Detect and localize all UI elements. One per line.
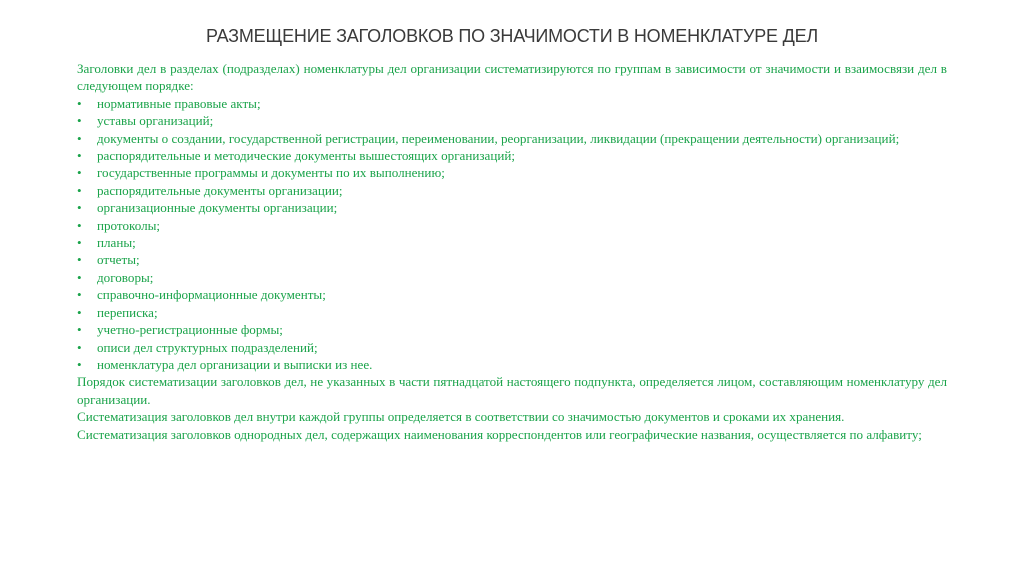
list-item-text: распорядительные документы организации; [97, 182, 343, 198]
list-item-text: документы о создании, государственной регистрации, переименовании, реорганизации, ликвидации (прекращении деятельности) организаций; [97, 130, 900, 146]
bullet-icon: • [77, 148, 82, 164]
bullet-icon: • [77, 165, 82, 181]
bullet-icon: • [77, 113, 82, 129]
list-item [77, 234, 947, 251]
list-item-text: организационные документы организации; [97, 200, 338, 216]
list-item-text: переписка; [97, 304, 158, 320]
slide-content [77, 60, 947, 443]
list-item-text: протоколы; [97, 217, 161, 233]
body-paragraph: Систематизация заголовков однородных дел, содержащих наименования корреспондентов или географические названия, осуществляется по алфавиту; [77, 426, 922, 442]
list-item-text: уставы организаций; [97, 113, 214, 129]
list-item-text: нормативные правовые акты; [97, 95, 261, 111]
list-item-text: договоры; [97, 269, 154, 285]
list-item [77, 269, 947, 286]
list-item [77, 147, 947, 164]
bullet-icon: • [77, 95, 82, 111]
list-item-text: отчеты; [97, 252, 140, 268]
list-item [77, 217, 947, 234]
bullet-icon: • [77, 339, 82, 355]
intro-paragraph: Заголовки дел в разделах (подразделах) номенклатуры дел организации систематизируются по группам в зависимости от значимости и взаимосвязи дел в следующем порядке: [77, 61, 947, 94]
bullet-icon: • [77, 252, 82, 268]
list-item [77, 95, 947, 112]
bullet-list [77, 95, 947, 374]
bullet-icon: • [77, 322, 82, 338]
list-item [77, 286, 947, 303]
bullet-icon: • [77, 304, 82, 320]
bullet-icon: • [77, 182, 82, 198]
list-item [77, 182, 947, 199]
bullet-icon: • [77, 217, 82, 233]
list-item [77, 112, 947, 129]
list-item [77, 304, 947, 321]
list-item-text: планы; [97, 235, 136, 251]
list-item [77, 251, 947, 268]
list-item-text: учетно-регистрационные формы; [97, 322, 283, 338]
list-item-text: номенклатура дел организации и выписки из нее. [97, 356, 373, 372]
bullet-icon: • [77, 356, 82, 372]
list-item [77, 356, 947, 373]
list-item-text: справочно-информационные документы; [97, 287, 326, 303]
list-item [77, 321, 947, 338]
list-item-text: распорядительные и методические документы вышестоящих организаций; [97, 148, 516, 164]
bullet-icon: • [77, 287, 82, 303]
list-item-text: описи дел структурных подразделений; [97, 339, 318, 355]
body-paragraph: Порядок систематизации заголовков дел, не указанных в части пятнадцатой настоящего подпункта, определяется лицом, составляющим номенклатуру дел организации. [77, 374, 947, 407]
list-item [77, 199, 947, 216]
body-paragraph: Систематизация заголовков дел внутри каждой группы определяется в соответствии со значимостью документов и сроками их хранения. [77, 409, 845, 425]
list-item [77, 130, 947, 147]
list-item-text: государственные программы и документы по их выполнению; [97, 165, 445, 181]
bullet-icon: • [77, 130, 82, 146]
list-item [77, 164, 947, 181]
bullet-icon: • [77, 200, 82, 216]
bullet-icon: • [77, 269, 82, 285]
bullet-icon: • [77, 235, 82, 251]
list-item [77, 339, 947, 356]
slide-title: РАЗМЕЩЕНИЕ ЗАГОЛОВКОВ ПО ЗНАЧИМОСТИ В НОМЕНКЛАТУРЕ ДЕЛ [205, 26, 819, 46]
